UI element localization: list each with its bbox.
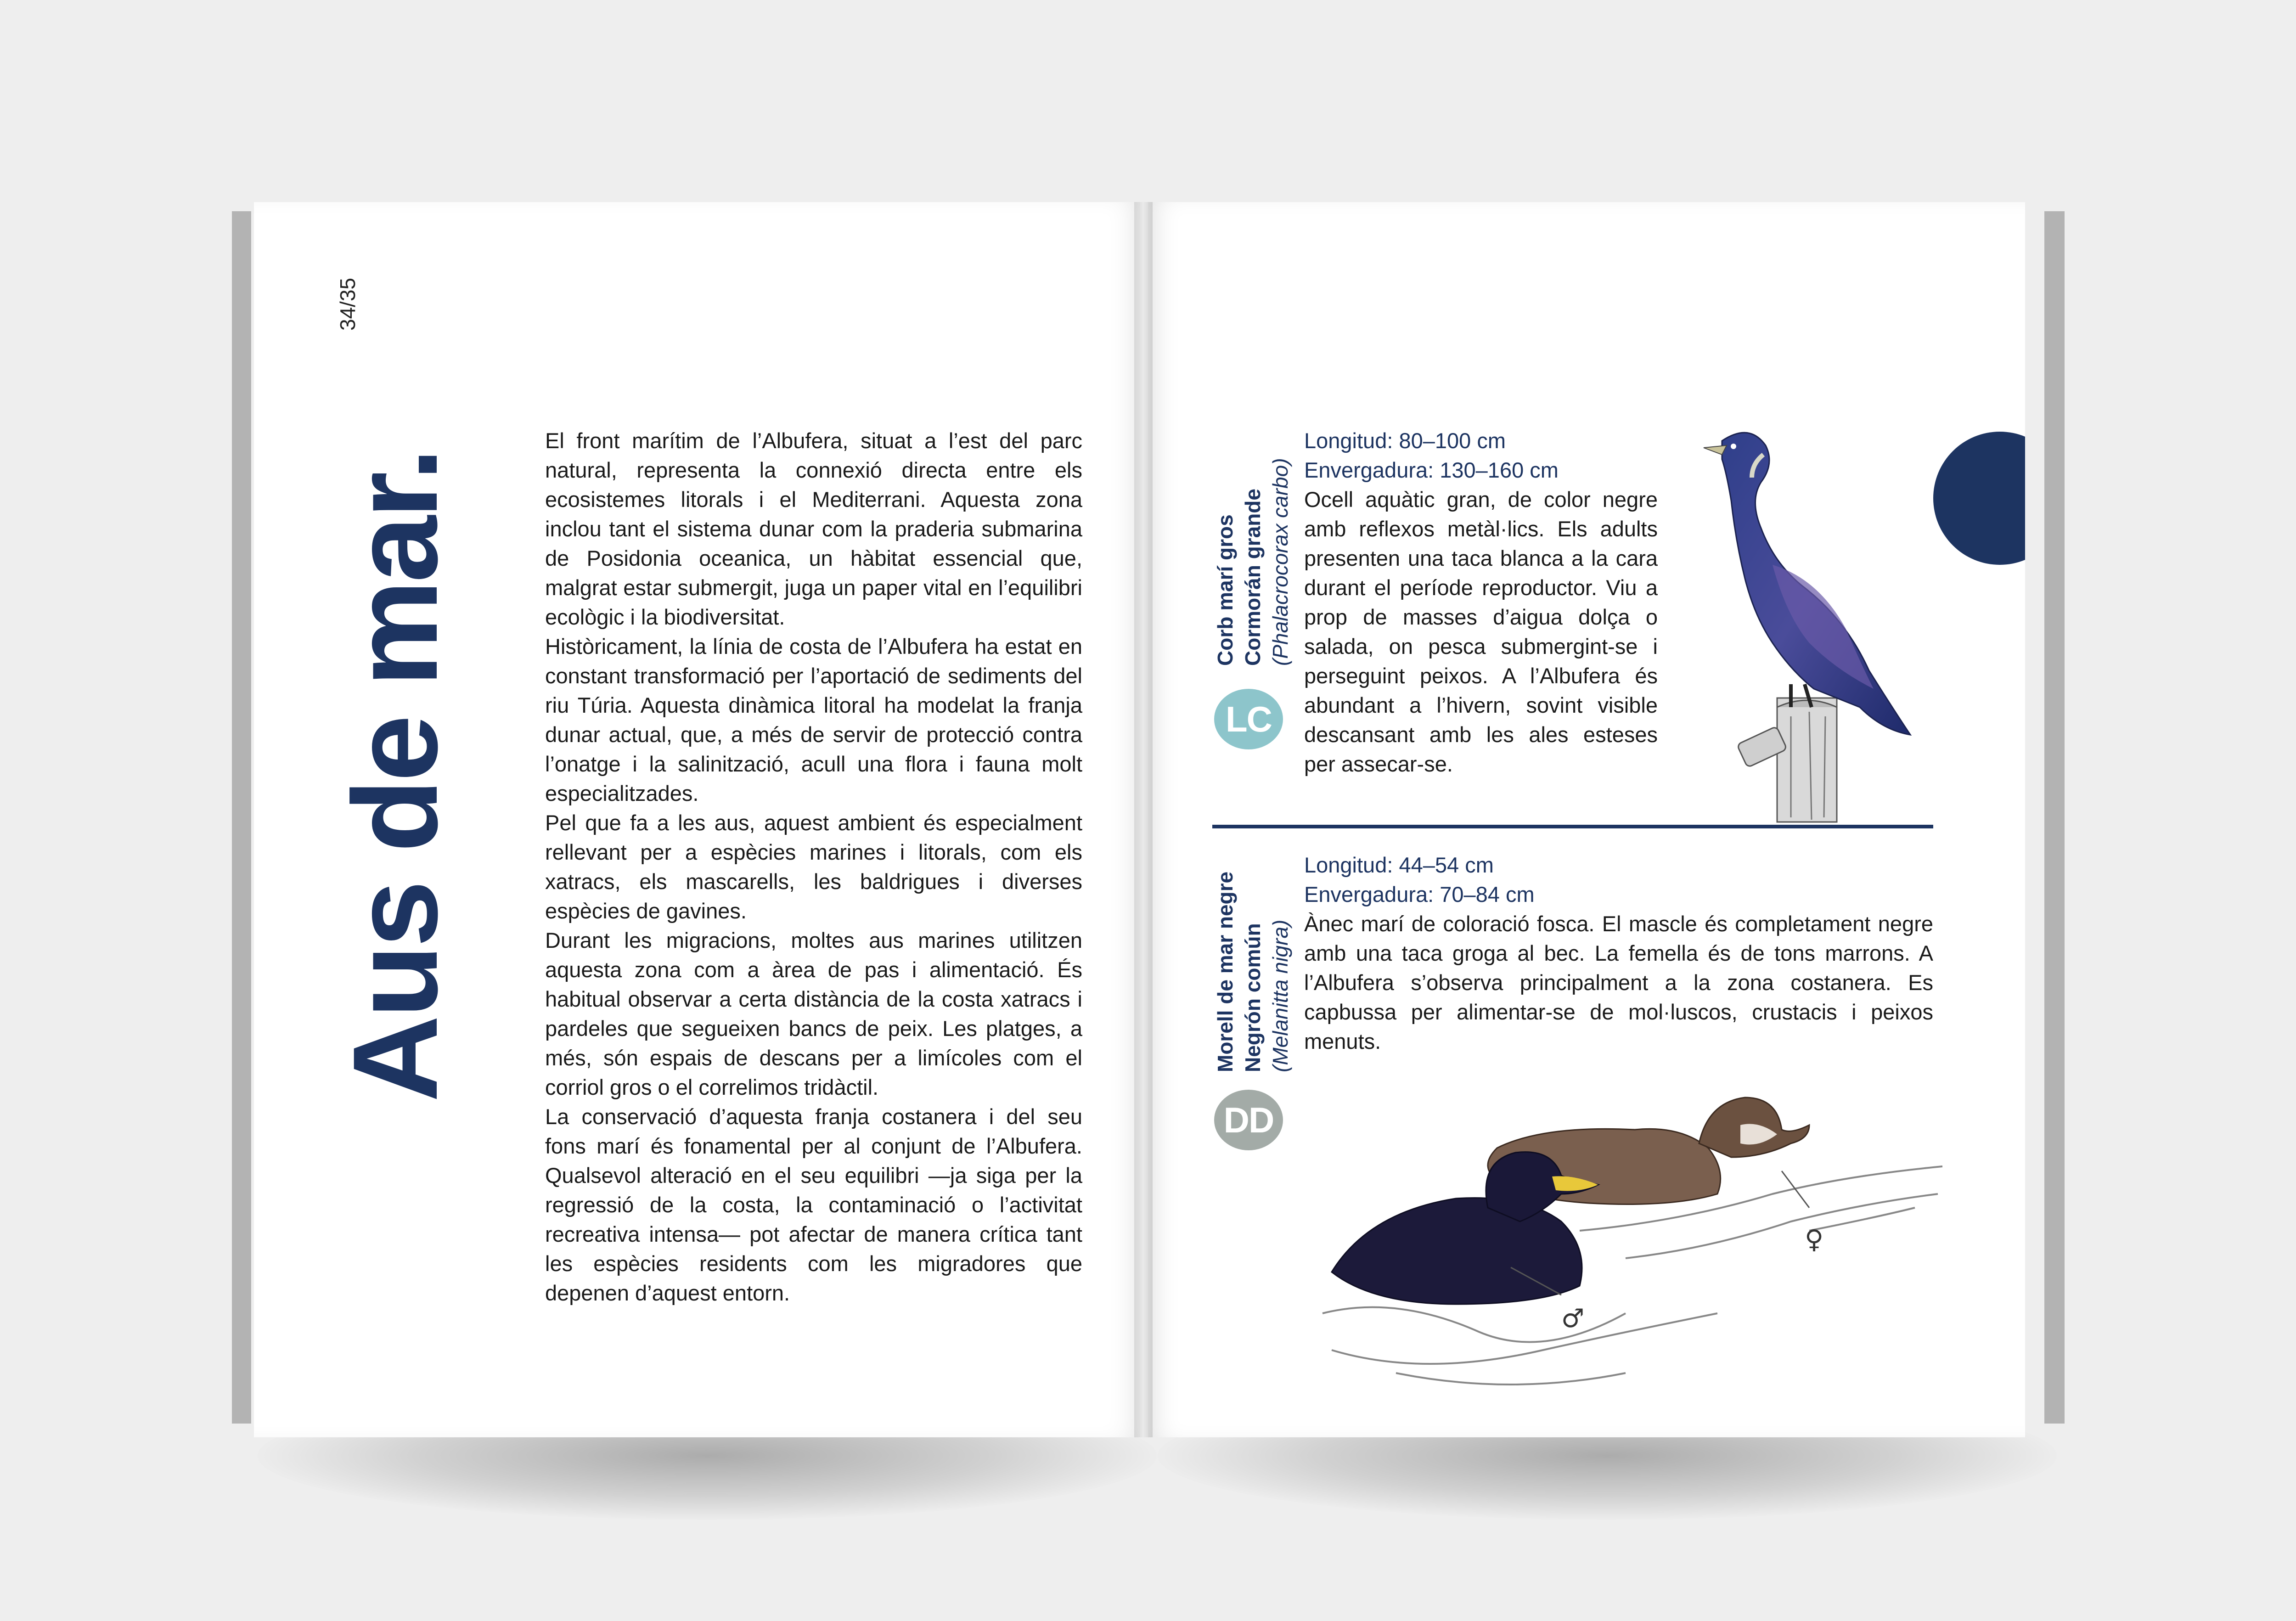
intro-paragraph: La conservació d’aquesta franja costanera i del seu fons marí és fonamental per al conjunt de l’Albufera. Qualsevol alteració en el seu equilibri —ja siga per la regressió de la costa, la contaminació o l’activitat recreativa intensa— pot afectar de manera crítica tant les espècies residents com les migradores que depenen d’aquest entorn. (545, 1104, 1082, 1305)
page-title: Aus de mar. (328, 450, 462, 1102)
right-page-edge (2044, 211, 2065, 1424)
species-name-latin: (Melanitta nigra) (1268, 919, 1292, 1072)
status-label: LC (1226, 698, 1272, 739)
status-badge-dd (1214, 1090, 1283, 1150)
wingspan-text: Envergadura: 70–84 cm (1304, 882, 1535, 906)
intro-paragraph: Durant les migracions, moltes aus marines utilitzen aquesta zona com a àrea de pas i alimentació. És habitual observar a certa distància de la costa xatracs i pardeles que segueixen bancs de peix. Les platges, a més, són espais de descans per a limícoles com el corriol gros o el correlimos tridàctil. (545, 928, 1082, 1099)
species-name-ca: Morell de mar negre (1213, 871, 1237, 1072)
gutter (1134, 202, 1153, 1437)
perch-post (1737, 698, 1837, 822)
species-description: Ocell aquàtic gran, de color negre amb reflexos metàl·lics. Els adults presenten una taca blanca a la cara durant el període reproductor. Viu a prop de masses d’aigua dolça o salada, on pesca submergint-se i perseguint peixos. A l’Albufera és abundant a l’hivern, sovint visible descansant amb les ales esteses per assecar-se. (1304, 487, 1658, 776)
intro-paragraph: Històricament, la línia de costa de l’Albufera ha estat en constant transformació per l’aportació de sediments del riu Túria. Aquesta dinàmica litoral ha modelat la franja dunar actual, que, a més de servir de protecció contra l’onatge i la salinització, acull una flora i fauna molt especialitzades. (545, 634, 1082, 805)
cormorant-body (1704, 433, 1910, 735)
species-name-es: Cormorán grande (1241, 489, 1265, 666)
status-badge-lc (1214, 689, 1283, 749)
length-text: Longitud: 80–100 cm (1304, 428, 1506, 453)
page-number: 34/35 (336, 277, 360, 331)
intro-paragraph: El front marítim de l’Albufera, situat a l’est del parc natural, representa la connexió directa entre els ecosistemes litorals i el Mediterrani. Aquesta zona inclou tant el sistema dunar com la praderia submarina de Posidonia oceanica, un hàbitat essencial que, malgrat estar submergit, juga un paper vital en l’equilibri ecològic i la biodiversitat. (545, 428, 1082, 629)
species-separator (1212, 825, 1933, 828)
species-description: Ànec marí de coloració fosca. El mascle és completament negre amb una taca groga al bec. La femella és de tons marrons. A l’Albufera s’observa principalment a la zona costanera. Es capbussa per alimentar-se de mol·luscos, crustacis i peixos menuts. (1304, 912, 1933, 1053)
male-symbol: ♂ (1561, 1304, 1585, 1334)
scoter-illustration (1304, 1056, 1961, 1396)
female-symbol: ♀ (1805, 1225, 1824, 1255)
intro-paragraph: Pel que fa a les aus, aquest ambient és especialment rellevant per a espècies marines i litorals, com els xatracs, els mascarells, les baldrigues i diverses espècies de gavines. (545, 810, 1082, 923)
length-text: Longitud: 44–54 cm (1304, 853, 1494, 877)
male-scoter (1332, 1152, 1598, 1304)
wingspan-text: Envergadura: 130–160 cm (1304, 458, 1559, 482)
status-label: DD (1223, 1099, 1274, 1140)
cormorant-illustration (1653, 413, 1956, 827)
species-name-ca: Corb marí gros (1213, 514, 1237, 666)
species-name-latin: (Phalacrocorax carbo) (1268, 458, 1292, 666)
intro-text (545, 426, 1082, 1308)
left-page-edge (232, 211, 251, 1424)
species-name-es: Negrón común (1241, 923, 1265, 1072)
female-pointer (1782, 1171, 1809, 1208)
